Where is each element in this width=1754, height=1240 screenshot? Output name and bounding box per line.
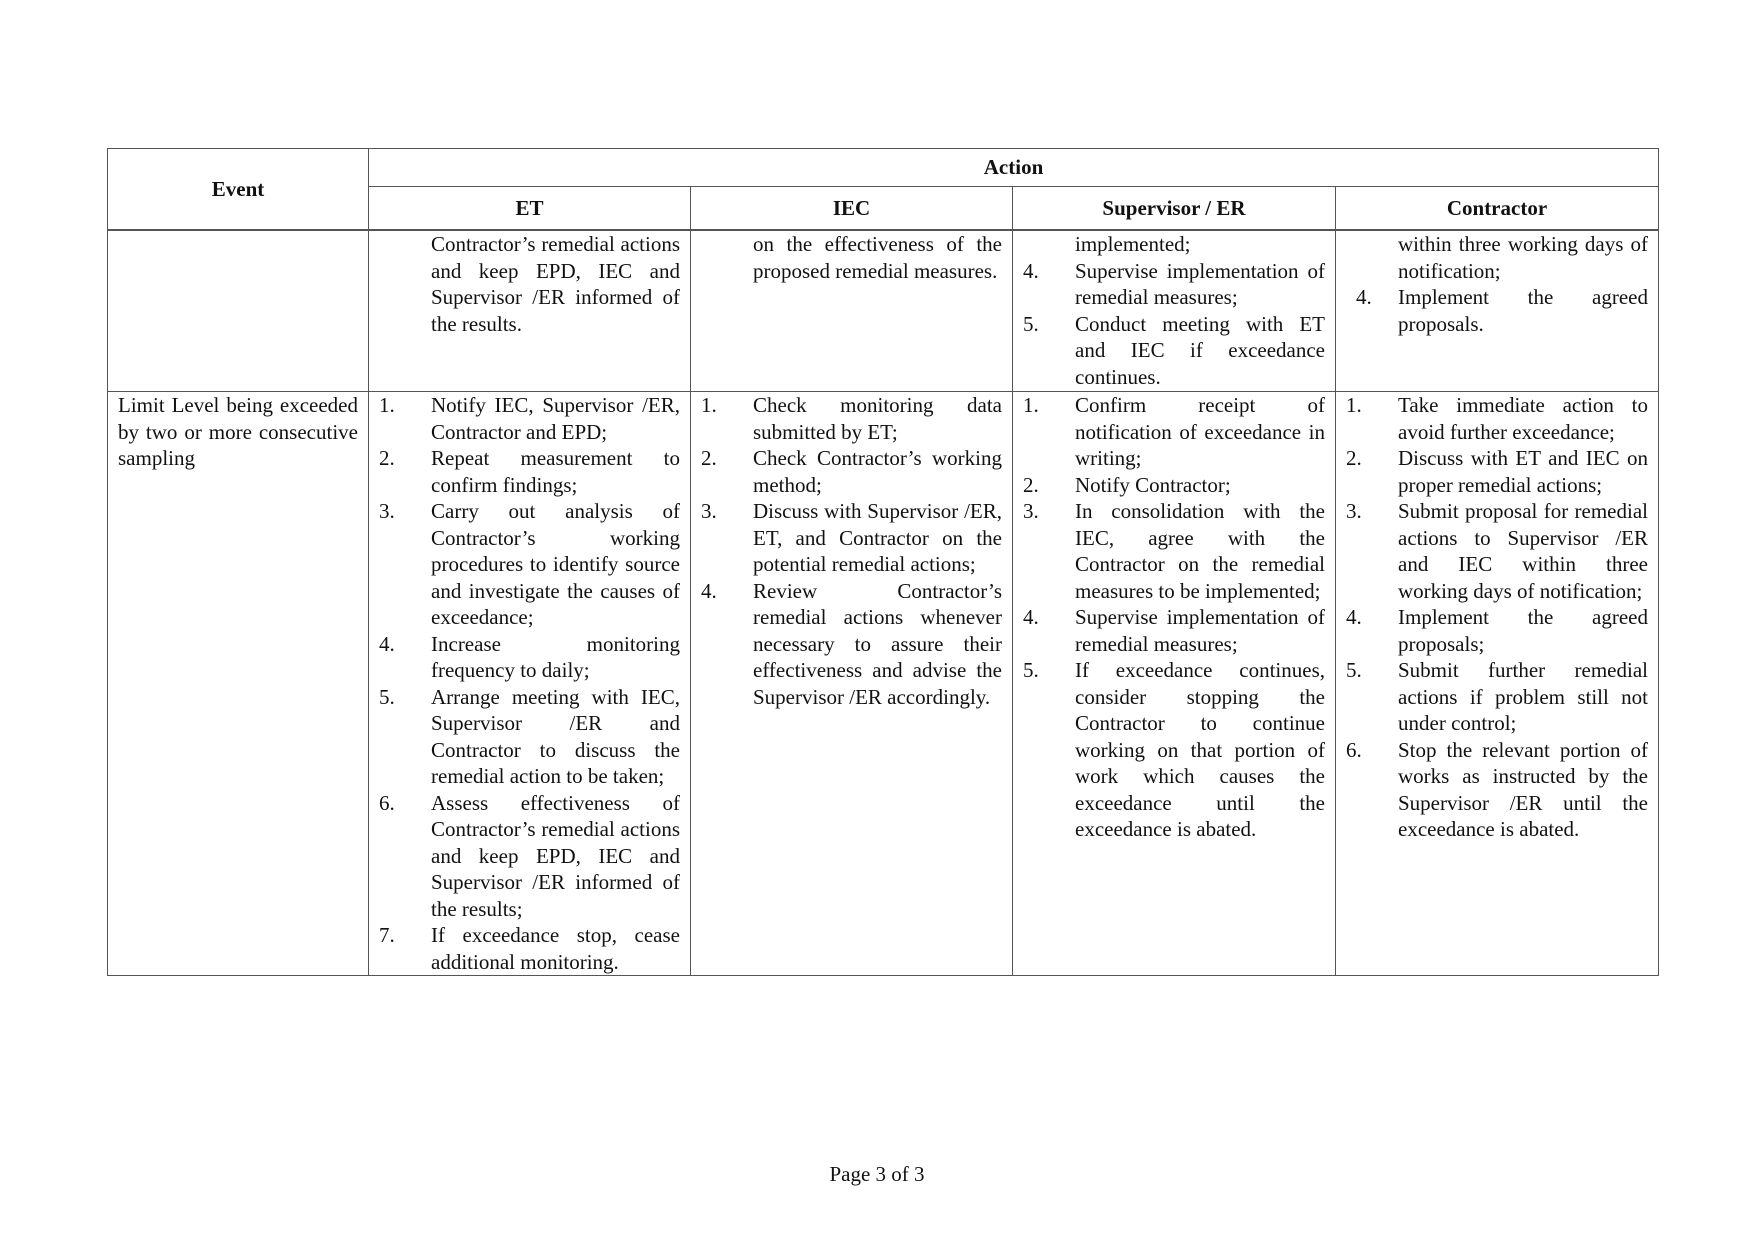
- list-item-text: Check monitoring data submitted by ET;: [753, 393, 1002, 444]
- list-item-text: within three working days of notification;: [1398, 232, 1648, 283]
- iec-cell: [691, 392, 1013, 976]
- event-text: Limit Level being exceeded by two or more consecutive sampling: [118, 393, 358, 470]
- list-item-text: Submit further remedial actions if problem still not under control;: [1398, 658, 1648, 735]
- list-item-number: 1.: [379, 393, 395, 417]
- list-item-text: on the effectiveness of the proposed remedial measures.: [753, 232, 1002, 283]
- list-item: [701, 392, 1002, 445]
- header-contractor: Contractor: [1336, 187, 1659, 230]
- list-item: [1023, 498, 1325, 604]
- list-item-number: 1.: [1023, 393, 1039, 417]
- list-item-text: Submit proposal for remedial actions to Supervisor /ER and IEC within three working days of notification;: [1398, 499, 1648, 603]
- table-row: [108, 392, 1659, 976]
- list-item: [701, 578, 1002, 711]
- list-item-text: If exceedance stop, cease additional monitoring.: [431, 923, 680, 974]
- list-item: [379, 631, 680, 684]
- list-item: [379, 445, 680, 498]
- list-item-number: 5.: [379, 684, 395, 709]
- list-item: [701, 498, 1002, 578]
- list-item-number: 2.: [701, 446, 717, 470]
- supervisor-cell: [1013, 392, 1336, 976]
- list-item-number: 3.: [701, 499, 717, 523]
- list-item-text: Implement the agreed proposals;: [1398, 605, 1648, 656]
- list-item-number: 1.: [1346, 393, 1362, 417]
- list-item: [379, 684, 680, 790]
- list-item: [1023, 311, 1325, 391]
- et-action-list: [379, 231, 680, 337]
- list-item-text: In consolidation with the IEC, agree with the Contractor on the remedial measures to be implemented;: [1075, 499, 1325, 603]
- contractor-cell: [1336, 392, 1659, 976]
- list-item: [379, 231, 680, 337]
- list-item: [1023, 392, 1325, 472]
- et-cell: [369, 231, 691, 392]
- header-action: Action: [369, 149, 1659, 187]
- header-event: Event: [108, 149, 369, 230]
- event-cell: [108, 392, 369, 976]
- iec-cell: [691, 231, 1013, 392]
- list-item: [701, 231, 1002, 284]
- list-item: [1023, 472, 1325, 499]
- list-item-text: Confirm receipt of notification of exceedance in writing;: [1075, 393, 1325, 470]
- list-item-text: Increase monitoring frequency to daily;: [431, 631, 680, 682]
- list-item-number: 3.: [379, 499, 395, 523]
- header-iec: IEC: [691, 187, 1013, 230]
- list-item-number: 4.: [1356, 285, 1372, 309]
- list-item: [1023, 231, 1325, 258]
- list-item-text: Review Contractor’s remedial actions whenever necessary to assure their effectiveness and advise the Supervisor /ER accordingly.: [753, 578, 1002, 709]
- header-et: ET: [369, 187, 691, 230]
- event-cell: [108, 231, 369, 392]
- list-item: [1346, 498, 1648, 604]
- list-item-text: Notify IEC, Supervisor /ER, Contractor and EPD;: [431, 393, 680, 444]
- contractor-cell: [1336, 231, 1659, 392]
- table-row: [108, 231, 1659, 392]
- list-item-number: 5.: [1346, 658, 1362, 682]
- list-item-number: 4.: [1023, 605, 1039, 629]
- list-item: [1346, 284, 1648, 337]
- list-item-text: Arrange meeting with IEC, Supervisor /ER and Contractor to discuss the remedial action to be taken;: [431, 684, 680, 788]
- list-item-text: Notify Contractor;: [1075, 472, 1231, 497]
- list-item: [379, 392, 680, 445]
- list-item: [379, 498, 680, 631]
- list-item-number: 5.: [1023, 311, 1039, 336]
- list-item-number: 2.: [1023, 472, 1039, 497]
- page-number: Page 3 of 3: [829, 1162, 925, 1186]
- list-item-text: Check Contractor’s working method;: [753, 446, 1002, 497]
- header-supervisor: Supervisor / ER: [1013, 187, 1336, 230]
- list-item: [1346, 657, 1648, 737]
- list-item-number: 4.: [1346, 605, 1362, 629]
- list-item-number: 3.: [1023, 499, 1039, 523]
- list-item: [701, 445, 1002, 498]
- supervisor-cell: [1013, 231, 1336, 392]
- list-item-number: 2.: [379, 446, 395, 470]
- list-item-text: Carry out analysis of Contractor’s working procedures to identify source and investigate the causes of exceedance;: [431, 499, 680, 629]
- list-item: [1346, 445, 1648, 498]
- list-item: [1346, 604, 1648, 657]
- list-item-text: Take immediate action to avoid further exceedance;: [1398, 393, 1648, 444]
- list-item: [1023, 604, 1325, 657]
- list-item-number: 3.: [1346, 499, 1362, 523]
- supervisor-action-list: [1023, 231, 1325, 390]
- list-item: [379, 922, 680, 975]
- contractor-action-list: [1346, 231, 1648, 337]
- list-item-text: Implement the agreed proposals.: [1398, 285, 1648, 336]
- iec-action-list: [701, 231, 1002, 284]
- list-item-text: Conduct meeting with ET and IEC if exceedance continues.: [1075, 311, 1325, 389]
- list-item: [1346, 231, 1648, 284]
- list-item-number: 4.: [1023, 258, 1039, 283]
- list-item: [1023, 657, 1325, 843]
- list-item-number: 1.: [701, 393, 717, 417]
- list-item-text: Supervise implementation of remedial measures;: [1075, 605, 1325, 656]
- list-item-number: 5.: [1023, 658, 1039, 682]
- iec-action-list: [701, 392, 1002, 710]
- list-item-text: implemented;: [1075, 232, 1191, 256]
- contractor-action-list: [1346, 392, 1648, 843]
- list-item-number: 4.: [701, 578, 717, 603]
- list-item-number: 4.: [379, 631, 395, 656]
- list-item-text: If exceedance continues, consider stopping the Contractor to continue working on that portion of work which causes the exceedance until the exceedance is abated.: [1075, 658, 1325, 841]
- list-item-text: Stop the relevant portion of works as instructed by the Supervisor /ER until the exceedance is abated.: [1398, 737, 1648, 841]
- et-cell: [369, 392, 691, 976]
- list-item: [1023, 258, 1325, 311]
- list-item: [379, 790, 680, 923]
- list-item-text: Repeat measurement to confirm findings;: [431, 446, 680, 497]
- et-action-list: [379, 392, 680, 975]
- list-item-number: 7.: [379, 923, 395, 947]
- list-item-number: 2.: [1346, 446, 1362, 470]
- list-item-text: Supervise implementation of remedial measures;: [1075, 258, 1325, 309]
- list-item: [1346, 737, 1648, 843]
- list-item-number: 6.: [379, 790, 395, 815]
- list-item-text: Contractor’s remedial actions and keep EPD, IEC and Supervisor /ER informed of the results.: [431, 232, 680, 336]
- list-item-text: Discuss with Supervisor /ER, ET, and Contractor on the potential remedial actions;: [753, 499, 1002, 576]
- list-item-text: Assess effectiveness of Contractor’s remedial actions and keep EPD, IEC and Supervisor /ER informed of the results;: [431, 790, 680, 921]
- list-item: [1346, 392, 1648, 445]
- list-item-number: 6.: [1346, 737, 1362, 762]
- list-item-text: Discuss with ET and IEC on proper remedial actions;: [1398, 446, 1648, 497]
- supervisor-action-list: [1023, 392, 1325, 843]
- event-action-table: [107, 148, 1659, 976]
